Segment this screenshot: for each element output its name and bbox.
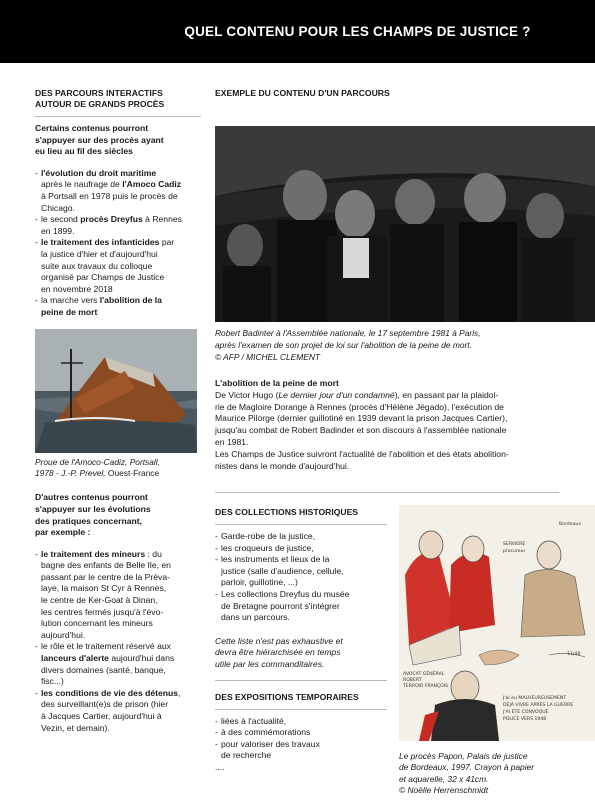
list-item-text: Vezin, et demain).: [41, 722, 110, 733]
list-item-text: le second: [41, 214, 81, 225]
list-item: [215, 554, 387, 589]
list-item: [215, 589, 387, 624]
bullet-dash: -: [215, 554, 218, 565]
list-item-text: Garde-robe de la justice,: [221, 531, 316, 541]
list-item-text: l'évolution du droit maritime: [41, 167, 157, 178]
list-item-text: aujourd'hui dans: [108, 653, 175, 664]
list-item: [35, 237, 201, 295]
bullet-dash: -: [215, 738, 218, 749]
section-heading-parcours: DES PARCOURS INTERACTIFS AUTOUR DE GRANDS PROCÈS: [35, 88, 165, 109]
list-item: [215, 543, 387, 555]
badinter-photo: [215, 126, 595, 322]
list-item-text: organisé par Champs de Justice: [41, 272, 165, 283]
collections-note: Cette liste n'est pas exhaustive et devra être hiérarchisée en temps utile par les commanditaires.: [215, 635, 343, 669]
list-item-text: le rôle et le traitement réservé aux: [41, 641, 171, 652]
abolition-text-segment: Le dernier jour d'un condamné: [278, 389, 395, 400]
list-item: [215, 716, 387, 728]
abolition-text-segment: Maurice Pilorge (dernier guillotiné en 1939 devant la prison Jacques Cartier),: [215, 413, 508, 424]
sketch-note: J'AI ÉTÉ CONVOQUÉ: [503, 710, 549, 715]
trials-list: [35, 168, 201, 319]
section-heading-collections: DES COLLECTIONS HISTORIQUES: [215, 507, 359, 517]
practices-list: [35, 549, 201, 735]
bullet-dash: -: [35, 167, 38, 178]
list-item-text: suite aux travaux du colloque: [41, 260, 153, 271]
abolition-text-segment: jusqu'au combat de Robert Badinder et son discours à l'assemblée nationale: [215, 425, 507, 436]
section-heading-exemple: EXEMPLE DU CONTENU D'UN PARCOURS: [215, 88, 390, 98]
list-item-text: par: [159, 237, 175, 248]
list-item-text: à Jacques Cartier, aujourd'hui à: [41, 711, 162, 721]
list-item-text: lution concernant les mineurs: [41, 618, 153, 629]
list-item-text: le traitement des mineurs: [41, 548, 146, 559]
list-item-text: laye, la maison St Cyr à Rennes,: [41, 583, 167, 594]
list-item-text: en novembre 2018: [41, 283, 113, 294]
bullet-dash: -: [35, 237, 38, 248]
divider: [35, 116, 201, 117]
bullet-dash: -: [215, 531, 218, 541]
sketch-note: J'ai eu MALHEUREUSEMENT: [503, 696, 567, 701]
divider: [215, 524, 387, 525]
list-item-text: peine de mort: [41, 306, 98, 317]
list-item-text: lanceurs d'alerte: [41, 653, 109, 664]
page-title: QUEL CONTENU POUR LES CHAMPS DE JUSTICE ?: [184, 24, 531, 39]
abolition-text: [215, 390, 559, 473]
abolition-block: [215, 378, 559, 472]
list-item: [215, 531, 387, 543]
list-item-text: à Rennes: [142, 214, 182, 225]
sketch-note: TERROIR FRANÇOIS: [403, 684, 449, 689]
sketch-note: POLICE VERS 1948: [503, 717, 547, 722]
abolition-text-segment: nistes dans le monde d'aujourd'hui.: [215, 460, 350, 471]
abolition-text-segment: Les Champs de Justice suivront l'actualité de l'abolition et des états abolition-: [215, 448, 509, 459]
sketch-note: SERVIERE: [503, 542, 526, 547]
list-item-text: aujourd'hui.: [41, 629, 86, 640]
bullet-dash: -: [215, 727, 218, 738]
intro-text: Certains contenus pourront s'appuyer sur des procès ayant eu lieu au fil des siècles: [35, 123, 164, 157]
list-item-text: les croqueurs de justice,: [221, 542, 314, 553]
divider: [215, 680, 387, 681]
list-item-text: : du: [145, 548, 162, 559]
list-item-text: les conditions de vie des détenus: [41, 687, 179, 698]
list-item-text: à des commémorations: [221, 727, 311, 738]
abolition-heading: L'abolition de la peine de mort: [215, 378, 339, 388]
list-item: [35, 549, 201, 642]
list-item: [35, 641, 201, 687]
abolition-text-segment: ), en passant par la plaidoi-: [394, 389, 499, 400]
divider: [215, 709, 387, 710]
list-item: [215, 727, 387, 739]
list-item: [35, 214, 201, 237]
list-item-text: ,: [178, 687, 181, 698]
page-header: [0, 0, 595, 63]
papon-trial-sketch: [399, 505, 595, 741]
middle-column: [215, 88, 559, 99]
sketch-note: procureur: [503, 549, 526, 554]
courtroom-sketch-image: [399, 505, 595, 741]
abolition-text-segment: rie de Magloire Dorange à Rennes (procès d'Hélène Jégado), l'exécution de: [215, 401, 504, 412]
list-item-text: les instruments et lieux de la: [221, 554, 330, 565]
sketch-note: DÉJÀ VIVRE APRÈS LA GUERRE: [503, 703, 574, 708]
list-item-text: la marche vers: [41, 295, 100, 306]
list-item-text: le traitement des infanticides: [41, 237, 160, 248]
list-item-text: de recherche: [221, 750, 272, 761]
intro-text-2: D'autres contenus pourront s'appuyer sur les évolutions des pratiques concernant, par exemple :: [35, 492, 151, 538]
list-item-text: de Bretagne pourront s'intégrer: [221, 600, 340, 611]
section-heading-expositions: DES EXPOSITIONS TEMPORAIRES: [215, 691, 359, 702]
badinter-photo-caption: Robert Badinter à l'Assemblée nationale, le 17 septembre 1981 à Paris, après l'examen de son projet de loi sur l'abolition de la peine de mort. © AFP / MICHEL CLEMENT: [215, 328, 481, 362]
list-item: [35, 688, 201, 734]
papon-sketch-caption: Le procès Papon, Palais de justice de Bordeaux, 1997. Crayon à papier et aquarelle, 32 x 41cm. © Noëlle Herrenschmidt: [399, 751, 535, 796]
bullet-dash: -: [215, 588, 218, 599]
list-item-text: la justice d'hier et d'aujourd'hui: [41, 248, 158, 259]
bullet-dash: -: [35, 214, 38, 225]
ship-wreck-image: [35, 329, 197, 453]
sketch-note: AVOCAT GÉNÉRAL: [403, 672, 445, 677]
amoco-cadiz-photo: [35, 329, 197, 453]
list-item-text: Chicago.: [41, 202, 75, 213]
bullet-dash: -: [35, 548, 38, 559]
left-column: [35, 88, 201, 734]
collections-list: [215, 531, 387, 624]
sketch-note: ROBERT: [403, 678, 422, 683]
list-item-text: justice (salle d'audience, cellule,: [221, 565, 344, 576]
list-item-text: parloir, guillotine, ...): [221, 577, 298, 588]
assembly-image: [215, 126, 595, 322]
list-item-text: des surveillant(e)s de prison (hier: [41, 699, 169, 710]
list-item: [35, 168, 201, 214]
list-item-text: en 1899.: [41, 225, 75, 236]
list-item-text: liées à l'actualité,: [221, 715, 287, 726]
list-item-text: fisc...): [41, 676, 64, 687]
list-item-text: le centre de Ker-Goat à Dinan,: [41, 595, 158, 606]
list-item-text: après le naufrage de: [41, 179, 123, 190]
bullet-dash: -: [35, 295, 38, 306]
bullet-dash: -: [35, 641, 38, 652]
list-item-text: pour valoriser des travaux: [221, 738, 320, 749]
bullet-dash: -: [215, 542, 218, 553]
sketch-note: Bordeaux: [559, 522, 581, 527]
bullet-dash: -: [215, 715, 218, 726]
list-item: [35, 295, 201, 318]
ship-photo-caption: Proue de l'Amoco-Cadiz, Portsall, 1978 - J.-P. Prevel, Ouest-France: [35, 456, 160, 478]
list-item-text: dans un parcours.: [221, 612, 290, 623]
list-item: [215, 739, 387, 762]
abolition-text-segment: De Victor Hugo (: [215, 389, 279, 400]
expositions-list: [215, 716, 387, 762]
sketch-note: 11/48: [567, 652, 581, 657]
list-item-text: les centres fermés jusqu'à l'évo-: [41, 606, 164, 617]
expositions-ellipsis: ....: [215, 761, 225, 772]
list-item-text: à Portsall en 1978 puis le procès de: [41, 190, 178, 201]
abolition-text-segment: en 1981.: [215, 436, 249, 447]
list-item-text: procès Dreyfus: [80, 214, 143, 225]
list-item-text: l'Amoco Cadiz: [122, 179, 182, 190]
collections-block: [215, 507, 387, 774]
list-item-text: Les collections Dreyfus du musée: [221, 588, 350, 599]
list-item-text: passant par le centre de la Préva-: [41, 571, 170, 582]
list-item-text: l'abolition de la: [99, 295, 162, 306]
bullet-dash: -: [35, 687, 38, 698]
list-item-text: bagne des enfants de Belle Ile, en: [41, 560, 171, 571]
list-item-text: divers domaines (santé, banque,: [41, 664, 166, 675]
divider: [215, 492, 559, 493]
